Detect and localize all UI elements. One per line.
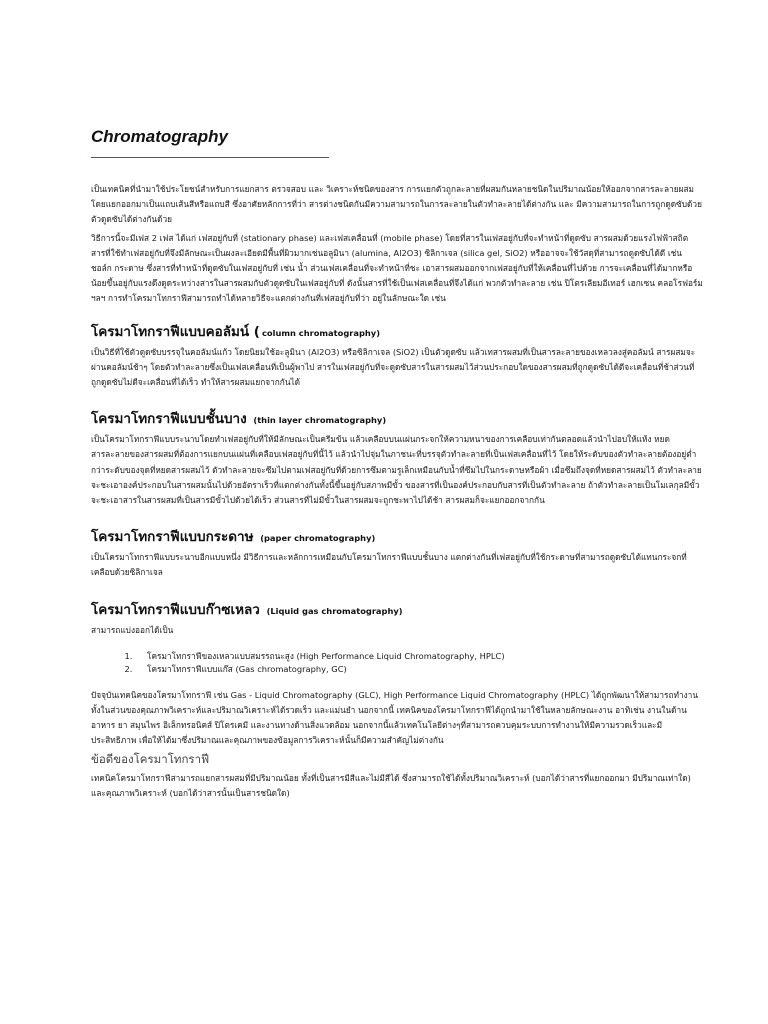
list-item: 1. โครมาโทกราฟีของเหลวแบบสมรรถนะสูง (High Performance Liquid Chromatography, HPLC) bbox=[135, 650, 704, 663]
section-column-chromatography bbox=[91, 323, 704, 391]
section-liquid-gas-chromatography bbox=[91, 601, 704, 749]
section-paragraph: เป็นวิธีที่ใช้ตัวดูดซับบรรจุในคอลัมน์แก้ว โดยนิยมใช้อะลูมินา (Al2O3) หรือซิลิกาเจล (SiO2) เป็นตัวดูดซับ แล้วเทสารผสมที่เป็นสารละลายของเหลวลงสู่คอลัมน์ สารผสมจะผ่านคอลัมน์ช้าๆ โดยตัวทำละลายซึ่งเป็นเฟสเคลื่อนที่เป็นผู้พาไป สารในเฟสอยู่กับที่จะดูดซับสารในสารผสมไว้ส่วนประกอบใดของสารผสมที่ถูกดูดซับได้ดีจะเคลื่อนที่ช้าส่วนที่ถูกดูดซับไม่ดีจะเคลื่อนที่ได้เร็ว ทำให้สารผสมแยกจากกันได้ bbox=[91, 346, 696, 388]
section-thin-layer-chromatography bbox=[91, 410, 704, 508]
section-paragraph: สามารถแบ่งออกได้เป็น bbox=[91, 624, 174, 635]
section-heading-english: (Liquid gas chromatography) bbox=[266, 605, 403, 616]
section-heading-english: (paper chromatography) bbox=[260, 533, 376, 544]
intro-paragraph-2: วิธีการนี้จะมีเฟส 2 เฟส ได้แก่ เฟสอยู่กับที่ (stationary phase) และเฟสเคลื่อนที่ (mobile phase) โดยที่สารในเฟสอยู่กับที่จะทำหน้าที่ดูดซับ สารผสมด้วยแรงไฟฟ้าสถิต สารที่ใช้ทำเฟสอยู่กับที่จึงมีลักษณะเป็นผงละเอียดมีพื้นที่ผิวมากเช่นอลูมินา (alumina, Al2O3) ซิลิกาเจล (silica gel, SiO2) หรืออาจจะใช้วัสดุที่สามารถดูดซับได้ดี เช่น ชอล์ก กระดาษ ซึ่งสารที่ทำหน้าที่ดูดซับในเฟสอยู่กับที่ เช่น น้ำ ส่วนเฟสเคลื่อนที่จะทำหน้าที่ชะ เอาสารผสมออกจากเฟสอยู่กับที่ให้เคลื่อนที่ไปด้วย การจะเคลื่อนที่ได้มากหรือน้อยขึ้นอยู่กับแรงดึงดูดระหว่างสารในสารผสมกับตัวดูดซับในเฟสอยู่กับที่ ดังนั้นสารที่ใช้เป็นเฟสเคลื่อนที่จึงได้แก่ พวกตัวทำละลาย เช่น ปิโตรเลียมอีเทอร์ เฮกเซน คลอโรฟอร์ม ฯลฯ การทำโครมาโทกราฟีสามารถทำได้หลายวิธีจะแตกต่างกันที่เฟสอยู่กับที่ว่า อยู่ในลักษณะใด เช่น bbox=[91, 232, 703, 304]
section-heading bbox=[91, 323, 704, 342]
section-paragraph: ปัจจุบันเทคนิคของโครมาโทกราฟี เช่น Gas - Liquid Chromatography (GLC), High Performance Liquid Chromatography (HPLC) ได้ถูกพัฒนาให้สามารถทำงานทั้งในส่วนของคุณภาพวิเคราะห์และปริมาณวิเคราะห์ได้รวดเร็ว และแม่นยำ นอกจากนี้ เทคนิคของโครมาโทกราฟีได้ถูกนำมาใช้ในหลายลักษณะงาน อาทิเช่น งานในด้านอาหาร ยา สมุนไพร อิเล็กทรอนิคส์ ปิโตรเคมี และงานทางด้านสิ่งแวดล้อม นอกจากนี้แล้วเทคโนโลยีต่างๆที่สามารถควบคุมระบบการทำงานให้มีความรวดเร็วและมีประสิทธิภาพ เพื่อให้ได้มาซึ่งปริมาณและคุณภาพของข้อมูลการวิเคราะห์นั้นก็มีความสำคัญไม่ต่างกัน bbox=[91, 689, 699, 746]
title-underline bbox=[91, 157, 329, 158]
section-paper-chromatography bbox=[91, 528, 704, 580]
section-paragraph: เป็นโครมาโทกราฟีแบบระนาบอีกแบบหนึ่ง มีวิธีการและหลักการเหมือนกับโครมาโทกราฟีแบบชั้นบาง แตกต่างกันที่เฟสอยู่กับที่ใช้กระดาษที่สามารถดูดซับได้แทนกระจกที่เคลือบด้วยซิลิกาเจล bbox=[91, 552, 687, 578]
section-heading bbox=[91, 528, 704, 547]
section-heading-thai: โครมาโทกราฟีแบบกระดาษ bbox=[91, 529, 254, 546]
document-title: Chromatography bbox=[91, 127, 228, 146]
section-heading-thai: โครมาโทกราฟีแบบคอลัมน์ ( bbox=[91, 323, 260, 340]
section-heading bbox=[91, 410, 704, 429]
section-heading-thai: โครมาโทกราฟีแบบชั้นบาง bbox=[91, 411, 247, 428]
section-heading-english: (thin layer chromatography) bbox=[253, 415, 387, 426]
advantages-heading: ข้อดีของโครมาโทกราฟี bbox=[91, 751, 210, 766]
advantages-paragraph: เทคนิคโครมาโทกราฟีสามารถแยกสารผสมที่มีปริมาณน้อย ทั้งที่เป็นสารมีสีและไม่มีสีได้ ซึ่งสามารถใช้ได้ทั้งปริมาณวิเคราะห์ (บอกได้ว่าสารที่แยกออกมา มีปริมาณเท่าใด) และคุณภาพวิเคราะห์ (บอกได้ว่าสารนั้นเป็นสารชนิดใด) bbox=[91, 772, 691, 798]
list-item: 2. โครมาโทกราฟีแบบแก๊ส (Gas chromatography, GC) bbox=[135, 663, 704, 676]
section-heading-thai: โครมาโทกราฟีแบบก๊าซเหลว bbox=[91, 601, 260, 618]
methods-list bbox=[91, 650, 704, 676]
section-heading bbox=[91, 601, 704, 620]
intro-paragraph-1: เป็นเทคนิคที่นำมาใช้ประโยชน์สำหรับการแยกสาร ตรวจสอบ และ วิเคราะห์ชนิดของสาร การแยกตัวถูกละลายที่ผสมกันหลายชนิดในปริมาณน้อยให้ออกจากสารละลายผสม โดยแยกออกมาเป็นแถบเส้นสีหรือแถบสี ซึ่งอาศัยหลักการที่ว่า สารต่างชนิดกันมีความสามารถในการละลายในตัวทำละลายได้ต่างกัน และ มีความสามารถในการถูกดูดซับด้วยตัวดูดซับได้ต่างกันด้วย bbox=[91, 184, 702, 225]
section-paragraph: เป็นโครมาโทกราฟีแบบระนาบโดยทำเฟสอยู่กับที่ให้มีลักษณะเป็นครีมข้น แล้วเคลือบบนแผ่นกระจกให้ความหนาของการเคลือบเท่ากันตลอดแล้วนำไปอบให้แห้ง หยดสารละลายของสารผสมที่ต้องการแยกบนแผ่นที่เคลือบเฟสอยู่กับที่นี้ไว้ แล้วนำไปจุ่มในภาชนะที่บรรจุตัวทำละลายที่เป็นเฟสเคลื่อนที่ไว้ โดยให้ระดับของตัวทำละลายต้องอยู่ต่ำกว่าระดับของจุดที่หยดสารผสมไว้ ตัวทำละลายจะซึมไปตามเฟสอยู่กับที่ด้วยการซึมตามรูเล็กเหมือนกับน้ำที่ซึมไปในกระดาษหรือผ้า เมื่อซึมถึงจุดที่หยดสารผสมไว้ ตัวทำละลายจะชะเอาองค์ประกอบในสารผสมนั้นไปด้วยอัตราเร็วที่แตกต่างกันทั้งนี้ขึ้นอยู่กับสภาพมีขั้ว ของสารที่เป็นองค์ประกอบกับสารที่เป็นตัวทำละลาย ถ้าตัวทำละลายเป็นโมเลกุลมีขั้ว จะชะเอาสารในสารผสมที่เป็นสารมีขั้วไปด้วยได้เร็ว ส่วนสารที่ไม่มีขั้วในสารผสมจะถูกชะพาไปได้ช้า สารผสมก็จะแยกออกจากกัน bbox=[91, 434, 702, 506]
section-heading-english: column chromatography) bbox=[261, 327, 380, 338]
